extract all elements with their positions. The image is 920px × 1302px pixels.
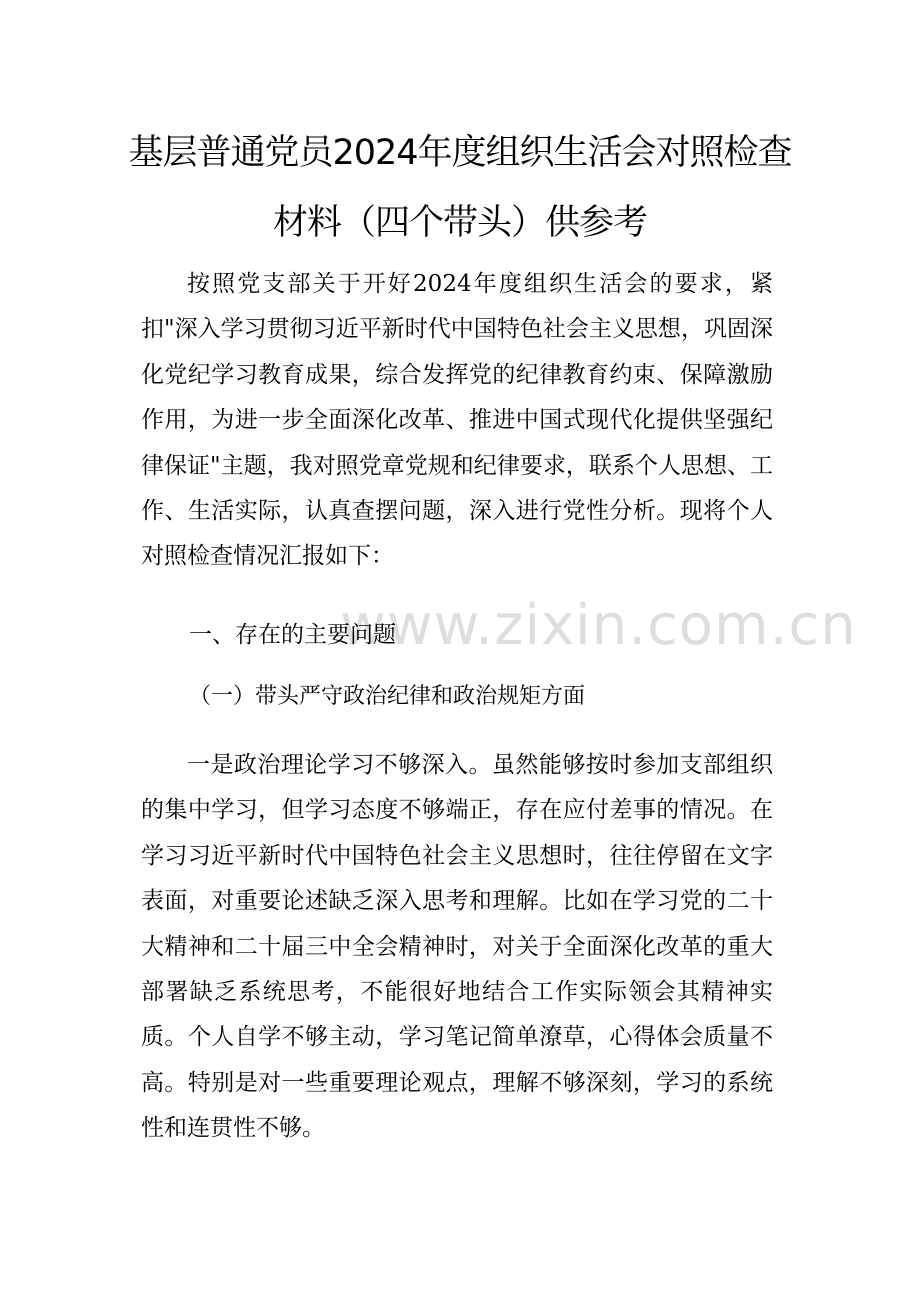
watermark: www.zixin.com.cn — [340, 593, 857, 658]
document-title-line-1: 基层普通党员2024年度组织生活会对照检查 — [128, 133, 792, 173]
intro-paragraph: 按照党支部关于开好2024年度组织生活会的要求，紧扣"深入学习贯彻习近平新时代中国特色社会主义思想，巩固深化党纪学习教育成果，综合发挥党的纪律教育约束、保障激励作用，为进一步全面深化改革、推进中国式现代化提供坚强纪律保证"主题，我对照党章党规和纪律要求，联系个人思想、工作、生活实际，认真查摆问题，深入进行党性分析。现将个人对照检查情况汇报如下： — [141, 271, 773, 570]
subsection-heading: （一）带头严守政治纪律和政治规矩方面 — [189, 684, 586, 709]
section-heading: 一、存在的主要问题 — [189, 622, 396, 648]
document-title-line-2: 材料（四个带头）供参考 — [272, 203, 647, 243]
body-paragraph: 一是政治理论学习不够深入。虽然能够按时参加支部组织的集中学习，但学习态度不够端正，存在应付差事的情况。在学习习近平新时代中国特色社会主义思想时，往往停留在文字表面，对重要论述缺乏深入思考和理解。比如在学习党的二十大精神和二十届三中全会精神时，对关于全面深化改革的重大部署缺乏系统思考，不能很好地结合工作实际领会其精神实质。个人自学不够主动，学习笔记简单潦草，心得体会质量不高。特别是对一些重要理论观点，理解不够深刻，学习的系统性和连贯性不够。 — [141, 752, 773, 1142]
